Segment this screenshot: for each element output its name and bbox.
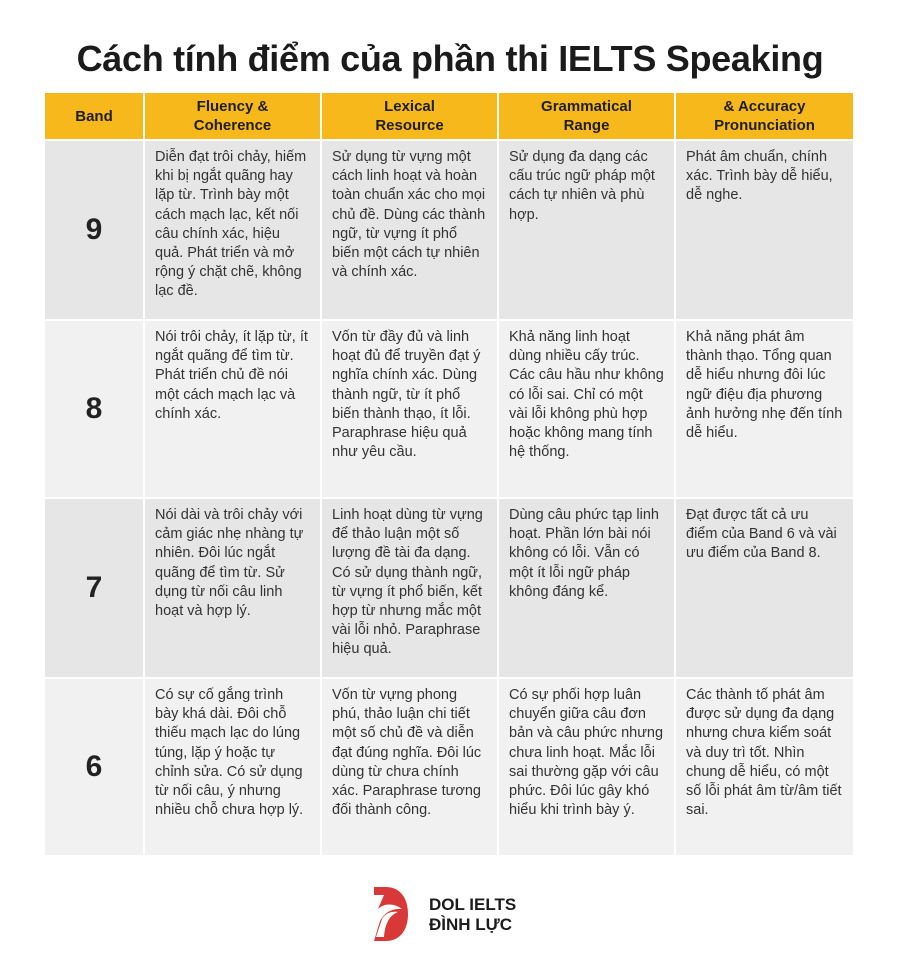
lexical-cell: Vốn từ vựng phong phú, thảo luận chi tiết một số chủ đề và diễn đạt đúng nghĩa. Đôi lúc dùng từ chưa chính xác. Paraphrase tương đối thành công.	[322, 677, 499, 855]
grammar-cell: Sử dụng đa dạng các cấu trúc ngữ pháp một cách tự nhiên và phù hợp.	[499, 139, 676, 319]
fluency-cell: Có sự cố gắng trình bày khá dài. Đôi chỗ thiếu mạch lạc do lúng túng, lặp ý hoặc tự chỉnh sửa. Có sử dụng từ nối câu, ý nhưng nhiều chỗ chưa hợp lý.	[145, 677, 322, 855]
fluency-cell: Diễn đạt trôi chảy, hiếm khi bị ngắt quãng hay lặp từ. Trình bày một cách mạch lạc, kết nối câu chính xác, hiệu quả. Phát triển và mở rộng ý chặt chẽ, không lạc đề.	[145, 139, 322, 319]
band-cell: 9	[45, 139, 145, 319]
lexical-cell: Sử dụng từ vựng một cách linh hoạt và hoàn toàn chuẩn xác cho mọi chủ đề. Dùng các thành ngữ, từ vựng ít phổ biến một cách tự nhiên và chính xác.	[322, 139, 499, 319]
header-fluency: Fluency & Coherence	[145, 93, 322, 139]
header-band: Band	[45, 93, 145, 139]
table-row	[45, 677, 853, 855]
table-row	[45, 497, 853, 677]
pronunciation-cell: Đạt được tất cả ưu điểm của Band 6 và vài ưu điểm của Band 8.	[676, 497, 853, 677]
band-cell: 7	[45, 497, 145, 677]
fluency-cell: Nói trôi chảy, ít lặp từ, ít ngắt quãng để tìm từ. Phát triển chủ đề nói một cách mạch lạc và chính xác.	[145, 319, 322, 497]
header-pronunciation: & Accuracy Pronunciation	[676, 93, 853, 139]
page-title: Cách tính điểm của phần thi IELTS Speaking	[76, 38, 824, 79]
lexical-cell: Linh hoạt dùng từ vựng để thảo luận một số lượng đề tài đa dạng. Có sử dụng thành ngữ, từ vựng ít phổ biến, kết hợp từ nhưng mắc một vài lỗi nhỏ. Paraphrase hiệu quả.	[322, 497, 499, 677]
band-cell: 8	[45, 319, 145, 497]
dol-logo-icon	[372, 887, 408, 941]
pronunciation-cell: Phát âm chuẩn, chính xác. Trình bày dễ hiểu, dễ nghe.	[676, 139, 853, 319]
grammar-cell: Dùng câu phức tạp linh hoạt. Phần lớn bài nói không có lỗi. Vẫn có một ít lỗi ngữ pháp không đáng kể.	[499, 497, 676, 677]
fluency-cell: Nói dài và trôi chảy với cảm giác nhẹ nhàng tự nhiên. Đôi lúc ngắt quãng để tìm từ. Sử dụng từ nối câu linh hoạt và hợp lý.	[145, 497, 322, 677]
band-cell: 6	[45, 677, 145, 855]
pronunciation-cell: Các thành tố phát âm được sử dụng đa dạng nhưng chưa kiểm soát và duy trì tốt. Nhìn chung dễ hiểu, có một số lỗi phát âm từ/âm tiết sai.	[676, 677, 853, 855]
header-grammar: Grammatical Range	[499, 93, 676, 139]
dol-logo	[372, 887, 522, 945]
table-row	[45, 319, 853, 497]
logo-text-line2: ĐÌNH LỰC	[429, 915, 513, 934]
table-header-row	[45, 93, 853, 139]
header-lexical: Lexical Resource	[322, 93, 499, 139]
logo-text-line1: DOL IELTS	[429, 895, 517, 914]
pronunciation-cell: Khả năng phát âm thành thạo. Tổng quan dễ hiểu nhưng đôi lúc ngữ điệu địa phương ảnh hưởng nhẹ đến tính dễ hiểu.	[676, 319, 853, 497]
lexical-cell: Vốn từ đầy đủ và linh hoạt đủ để truyền đạt ý nghĩa chính xác. Dùng thành ngữ, từ ít phổ biến thành thạo, ít lỗi. Paraphrase hiệu quả như yêu cầu.	[322, 319, 499, 497]
grammar-cell: Có sự phối hợp luân chuyển giữa câu đơn bản và câu phức nhưng chưa linh hoạt. Mắc lỗi sai thường gặp với câu phức. Đôi lúc gây khó hiểu khi trình bày ý.	[499, 677, 676, 855]
grammar-cell: Khả năng linh hoạt dùng nhiều cấy trúc. Các câu hầu như không có lỗi sai. Chỉ có một vài lỗi không phù hợp hoặc không mang tính hệ thống.	[499, 319, 676, 497]
table-row	[45, 139, 853, 319]
band-score-table	[45, 93, 853, 855]
